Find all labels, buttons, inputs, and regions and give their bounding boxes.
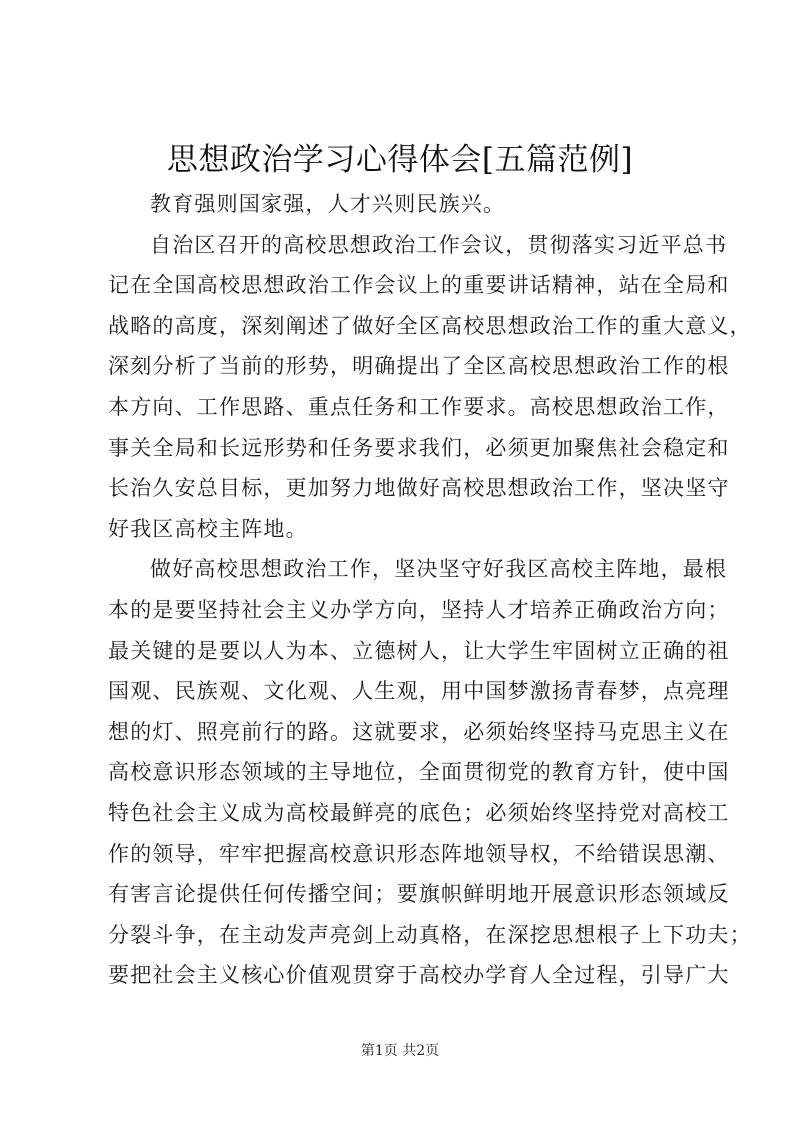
paragraph-line: 分裂斗争，在主动发声亮剑上动真格，在深挖思想根子上下功夫； xyxy=(108,922,752,947)
paragraph-line: 本的是要坚持社会主义办学方向，坚持人才培养正确政治方向； xyxy=(108,597,730,622)
paragraph-line: 要把社会主义核心价值观贯穿于高校办学育人全过程，引导广大 xyxy=(108,963,730,988)
page-footer: 第1页 共2页 xyxy=(360,1043,440,1059)
paragraph-line: 国观、民族观、文化观、人生观，用中国梦激扬青春梦，点亮理 xyxy=(108,679,730,704)
paragraph-line: 有害言论提供任何传播空间；要旗帜鲜明地开展意识形态领域反 xyxy=(108,882,730,907)
paragraph-line: 教育强则国家强，人才兴则民族兴。 xyxy=(150,192,506,216)
paragraph-line: 最关键的是要以人为本、立德树人，让大学生牢固树立正确的祖 xyxy=(108,638,730,663)
paragraph-line: 高校意识形态领域的主导地位，全面贯彻党的教育方针，使中国 xyxy=(108,760,730,785)
paragraph-line: 做好高校思想政治工作，坚决坚守好我区高校主阵地，最根 xyxy=(150,557,728,582)
paragraph-line: 作的领导，牢牢把握高校意识形态阵地领导权，不给错误思潮、 xyxy=(108,841,730,866)
paragraph-line: 自治区召开的高校思想政治工作会议，贯彻落实习近平总书 xyxy=(150,232,728,257)
paragraph-line: 战略的高度，深刻阐述了做好全区高校思想政治工作的重大意义， xyxy=(108,313,752,338)
paragraph-line: 本方向、工作思路、重点任务和工作要求。高校思想政治工作， xyxy=(108,394,730,419)
paragraph-line: 事关全局和长远形势和任务要求我们，必须更加聚焦社会稳定和 xyxy=(108,435,730,460)
paragraph-line: 想的灯、照亮前行的路。这就要求，必须始终坚持马克思主义在 xyxy=(108,719,730,744)
paragraph-line: 记在全国高校思想政治工作会议上的重要讲话精神，站在全局和 xyxy=(108,273,730,298)
paragraph-line: 深刻分析了当前的形势，明确提出了全区高校思想政治工作的根 xyxy=(108,354,730,379)
paragraph-line: 长治久安总目标，更加努力地做好高校思想政治工作，坚决坚守 xyxy=(108,476,730,501)
paragraph-line: 好我区高校主阵地。 xyxy=(108,516,308,541)
document-body xyxy=(108,184,752,996)
document-title: 思想政治学习心得体会[五篇范例] xyxy=(166,142,634,178)
paragraph-line: 特色社会主义成为高校最鲜亮的底色；必须始终坚持党对高校工 xyxy=(108,800,730,825)
